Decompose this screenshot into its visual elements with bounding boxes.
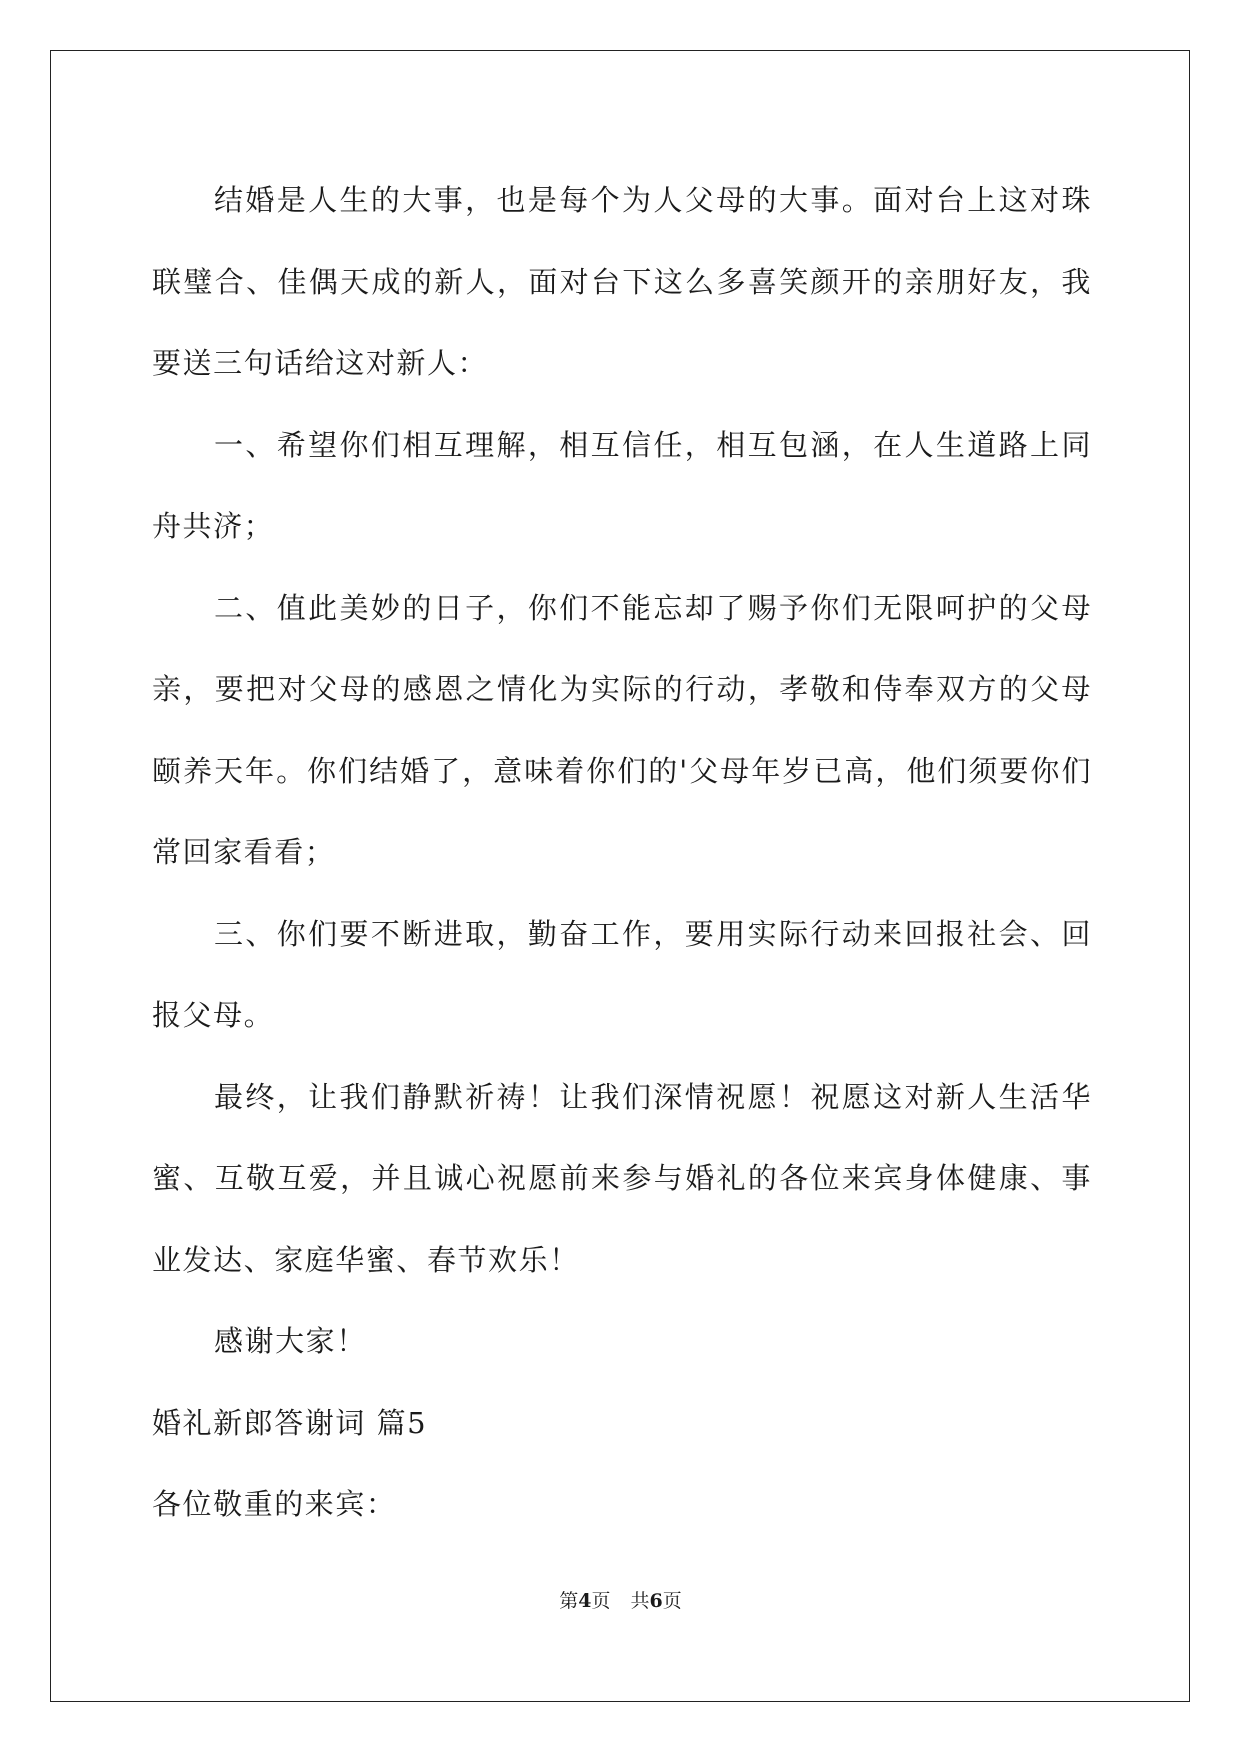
total-prefix: 共 bbox=[630, 1590, 650, 1612]
total-suffix: 页 bbox=[662, 1590, 682, 1612]
salutation: 各位敬重的来宾： bbox=[152, 1487, 397, 1521]
page-suffix: 页 bbox=[591, 1590, 611, 1612]
document-body bbox=[152, 160, 1092, 1546]
total-page-number: 6 bbox=[649, 1590, 663, 1612]
current-page-number: 4 bbox=[578, 1590, 592, 1612]
paragraph-marriage-intro: 结婚是人生的大事，也是每个为人父母的大事。面对台上这对珠联璧合、佳偶天成的新人，面对台下这么多喜笑颜开的亲朋好友，我要送三句话给这对新人： bbox=[152, 183, 1092, 380]
section-heading: 婚礼新郎答谢词 篇5 bbox=[152, 1405, 428, 1440]
paragraph-wish-one: 一、希望你们相互理解，相互信任，相互包涵，在人生道路上同舟共济； bbox=[152, 427, 1092, 543]
paragraph-thanks: 感谢大家！ bbox=[214, 1324, 367, 1358]
paragraph-blessing: 最终，让我们静默祈祷！让我们深情祝愿！祝愿这对新人生活华蜜、互敬互爱，并且诚心祝愿前来参与婚礼的各位来宾身体健康、事业发达、家庭华蜜、春节欢乐！ bbox=[152, 1079, 1092, 1277]
paragraph-wish-two: 二、值此美妙的日子，你们不能忘却了赐予你们无限呵护的父母亲，要把对父母的感恩之情化为实际的行动，孝敬和侍奉双方的父母颐养天年。你们结婚了，意味着你们的'父母年岁已高，他们须要你们常回家看看； bbox=[152, 590, 1092, 869]
page-prefix: 第 bbox=[559, 1590, 579, 1612]
paragraph-wish-three: 三、你们要不断进取，勤奋工作，要用实际行动来回报社会、回报父母。 bbox=[152, 916, 1092, 1032]
page-footer bbox=[0, 1586, 1241, 1613]
